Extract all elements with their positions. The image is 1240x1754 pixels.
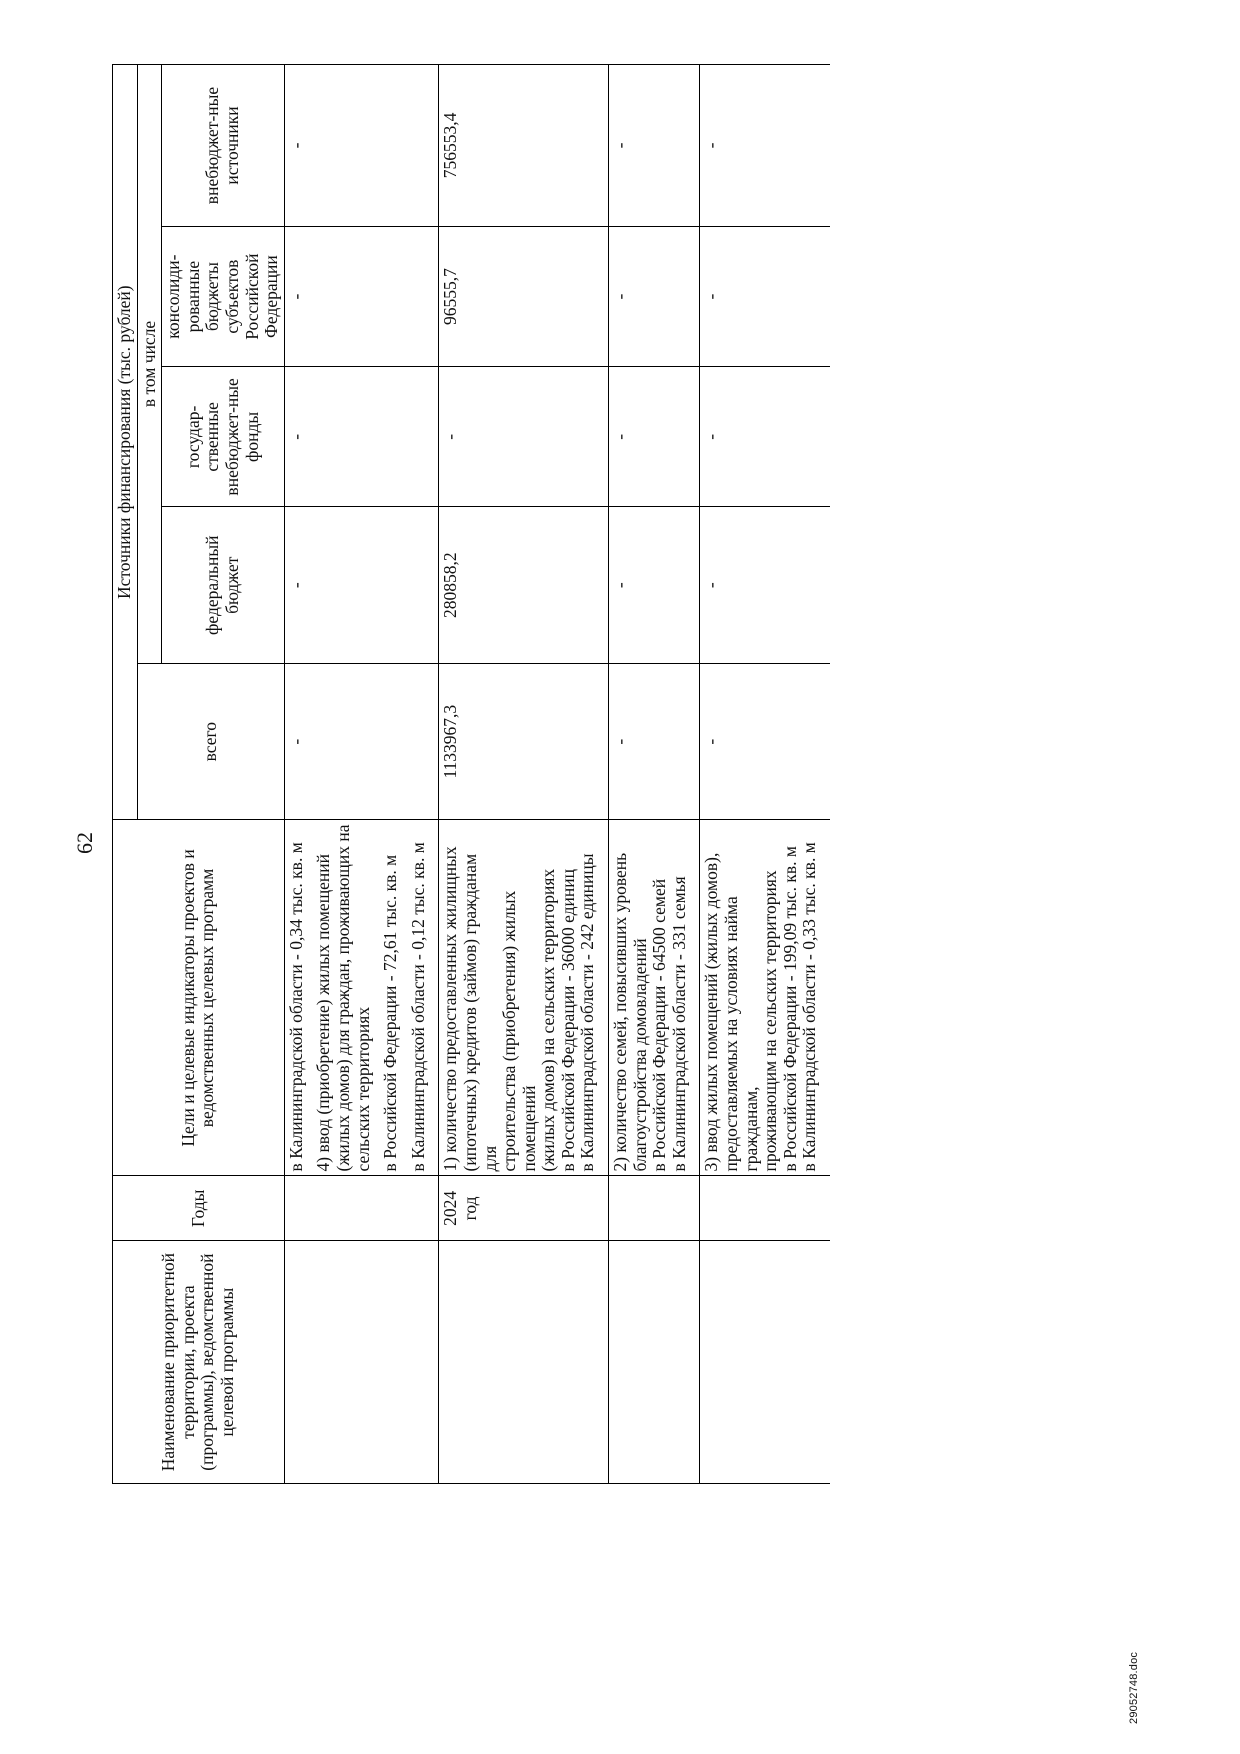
cell-name	[700, 1241, 830, 1484]
cell-year	[609, 1176, 700, 1241]
cell-state-extrabudgetary-funds: -	[609, 367, 700, 507]
goal-line: строительства (приобретения) жилых помещений	[499, 890, 539, 1172]
goal-line: 3) ввод жилых помещений (жилых домов),	[701, 852, 722, 1172]
goal-line: в Калининградской области - 0,34 тыс. кв. м	[285, 842, 306, 1172]
cell-consolidated-budgets: 96555,7	[439, 226, 609, 366]
cell-state-extrabudgetary-funds: -	[439, 367, 609, 507]
goal-line: проживающим на сельских территориях	[760, 870, 781, 1172]
cell-state-extrabudgetary-funds: -	[700, 367, 830, 507]
cell-name	[609, 1241, 700, 1484]
cell-goals	[700, 820, 830, 1176]
cell-year	[700, 1176, 830, 1241]
table-row	[700, 65, 830, 1484]
cell-federal-budget: 280858,2	[439, 507, 609, 663]
table-row	[284, 65, 439, 1484]
cell-consolidated-budgets: -	[284, 226, 439, 366]
goal-block	[611, 824, 689, 1171]
goal-block	[314, 824, 373, 1171]
goal-line: в Российской Федерации - 64500 семей	[649, 878, 670, 1172]
goal-line: в Калининградской области - 331 семья	[668, 876, 689, 1172]
header-including: в том числе	[137, 65, 162, 664]
table-row	[609, 65, 700, 1484]
goal-line: 2) количество семей, повысивших уровень	[610, 852, 631, 1172]
goal-line: благоустройства домовладений	[629, 938, 650, 1172]
goal-line: (жилых домов) на сельских территориях	[538, 868, 559, 1172]
goal-line: в Калининградской области - 0,33 тыс. кв. м	[799, 842, 820, 1172]
cell-total: -	[284, 663, 439, 819]
goal-block	[409, 824, 429, 1171]
goal-line: в Российской Федерации - 36000 единиц	[557, 868, 578, 1172]
table-row	[439, 65, 609, 1484]
cell-extrabudgetary-sources: 756553,4	[439, 65, 609, 227]
goal-line: в Калининградской области - 0,12 тыс. кв. м	[407, 842, 428, 1172]
goal-line: 4) ввод (приобретение) жилых помещений	[313, 853, 334, 1172]
page-number: 62	[72, 832, 97, 854]
cell-goals	[284, 820, 439, 1176]
cell-extrabudgetary-sources: -	[609, 65, 700, 227]
cell-total: 1133967,3	[439, 663, 609, 819]
goal-line: (ипотечных) кредитов (займов) гражданам для	[459, 853, 500, 1172]
goal-block	[702, 824, 820, 1171]
cell-extrabudgetary-sources: -	[700, 65, 830, 227]
funding-table	[112, 64, 830, 1484]
goal-line: в Российской Федерации - 199,09 тыс. кв. м	[779, 845, 800, 1172]
header-consolidated-budgets: консолиди-рованные бюджеты субъектов Российской Федерации	[162, 226, 285, 366]
cell-federal-budget: -	[284, 507, 439, 663]
goal-line: 1) количество предоставленных жилищных	[440, 846, 461, 1172]
header-goals: Цели и целевые индикаторы проектов и ведомственных целевых программ	[113, 820, 285, 1176]
cell-consolidated-budgets: -	[700, 226, 830, 366]
header-name: Наименование приоритетной территории, проекта (программы), ведомственной целевой программы	[113, 1241, 285, 1484]
goal-line: сельских территориях	[352, 1006, 373, 1172]
header-extrabudgetary-sources: внебюджет-ные источники	[162, 65, 285, 227]
header-years: Годы	[113, 1176, 285, 1241]
cell-goals	[609, 820, 700, 1176]
goal-block	[441, 824, 598, 1171]
cell-name	[439, 1241, 609, 1484]
cell-extrabudgetary-sources: -	[284, 65, 439, 227]
cell-name	[284, 1241, 439, 1484]
file-name: 29052748.doc	[1128, 1651, 1140, 1724]
header-funding-sources: Источники финансирования (тыс. рублей)	[113, 65, 138, 820]
cell-federal-budget: -	[609, 507, 700, 663]
cell-state-extrabudgetary-funds: -	[284, 367, 439, 507]
goal-line: предоставляемых на условиях найма гражданам,	[721, 896, 761, 1172]
header-federal-budget: федеральный бюджет	[162, 507, 285, 663]
goal-block	[381, 824, 401, 1171]
goal-line: в Калининградской области - 242 единицы	[577, 853, 598, 1172]
cell-federal-budget: -	[700, 507, 830, 663]
cell-year: 2024 год	[439, 1176, 609, 1241]
header-total: всего	[137, 663, 284, 819]
header-state-extrabudgetary-funds: государ-ственные внебюджет-ные фонды	[162, 367, 285, 507]
goal-line: (жилых домов) для граждан, проживающих на	[332, 824, 353, 1172]
goal-line: в Российской Федерации - 72,61 тыс. кв. м	[380, 854, 401, 1172]
cell-consolidated-budgets: -	[609, 226, 700, 366]
goal-block	[287, 824, 307, 1171]
cell-total: -	[609, 663, 700, 819]
cell-year	[284, 1176, 439, 1241]
table-body	[284, 65, 830, 1484]
cell-total: -	[700, 663, 830, 819]
cell-goals	[439, 820, 609, 1176]
